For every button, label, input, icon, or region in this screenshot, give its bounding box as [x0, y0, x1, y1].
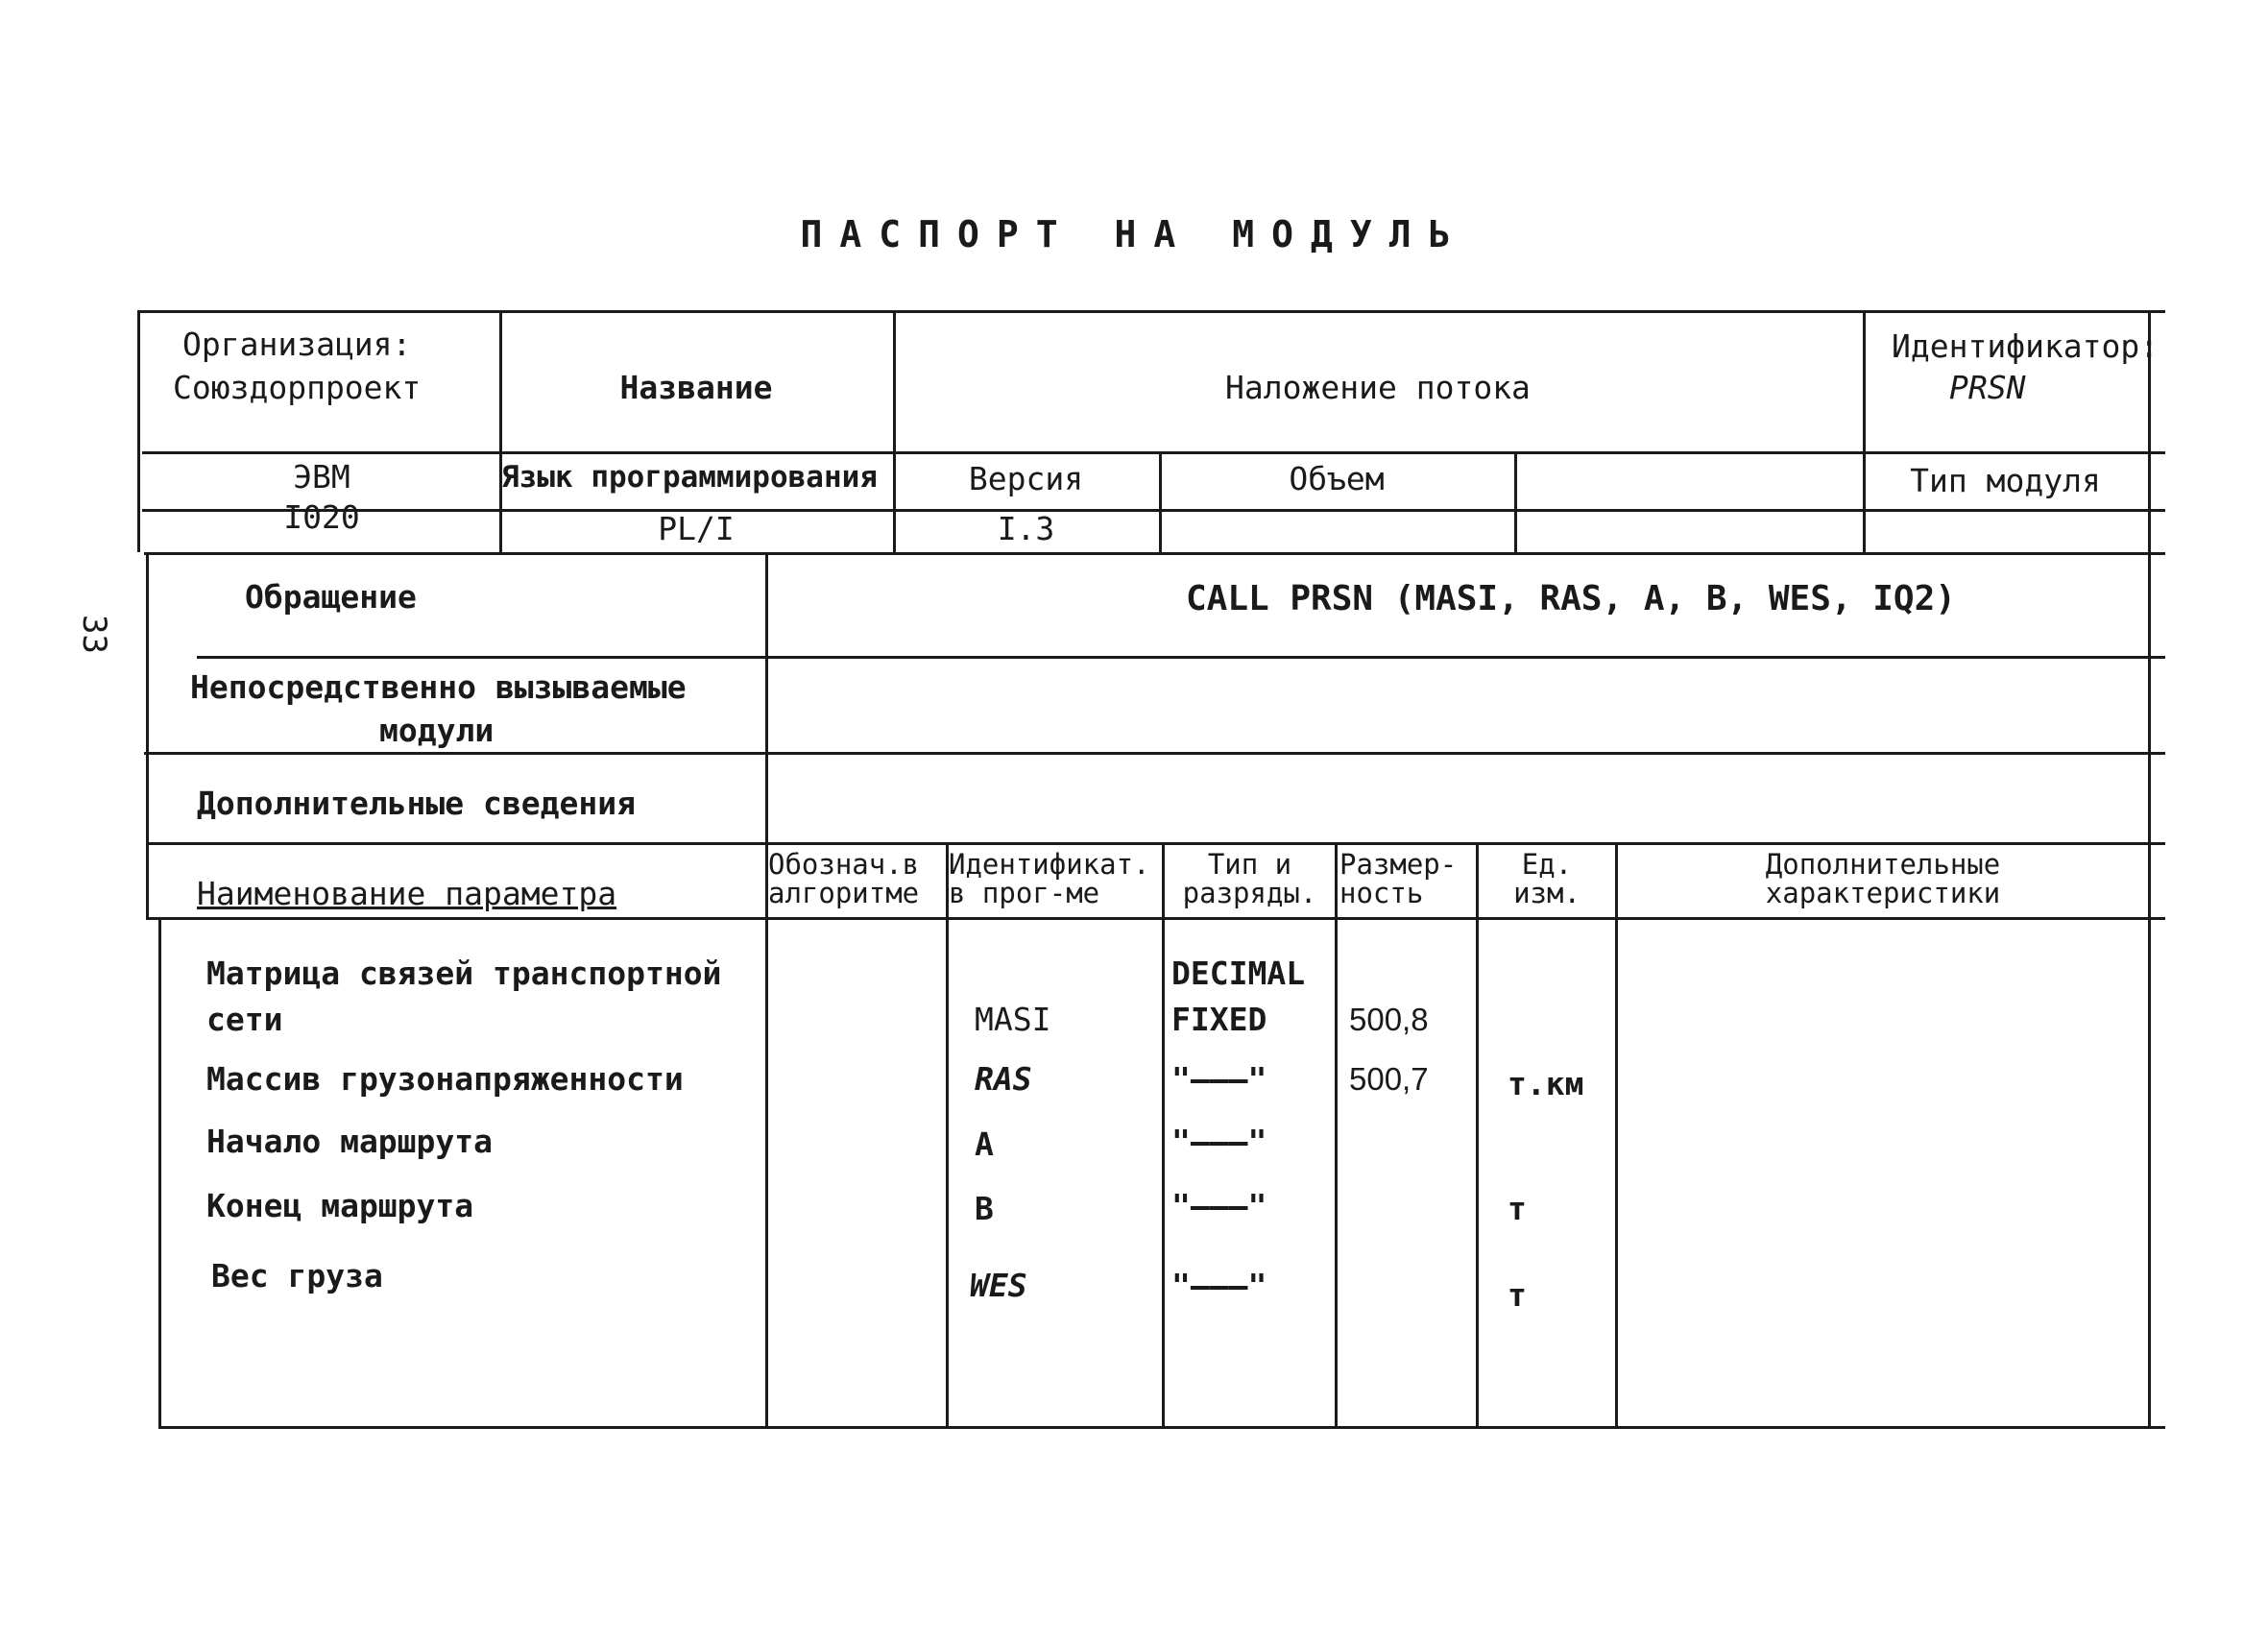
- rule: [144, 752, 2165, 755]
- rule: [1514, 451, 1517, 552]
- rule: [158, 917, 161, 1428]
- param-type-header: Тип и разряды.: [1182, 848, 1317, 910]
- call-value: CALL PRSN (MASI, RAS, A, B, WES, IQ2): [1186, 579, 1956, 618]
- param-unit-header: Ед. изм.: [1513, 848, 1580, 910]
- param-prog-header: Идентификат. в прог-ме: [949, 848, 1150, 910]
- language-value: PL/I: [658, 510, 735, 547]
- rule: [1615, 842, 1618, 1428]
- param-id: WES: [970, 1267, 1027, 1304]
- rule: [1162, 842, 1165, 1428]
- param-type: "———": [1171, 1123, 1267, 1160]
- rule: [137, 310, 2165, 313]
- param-id: A: [975, 1125, 994, 1163]
- param-dim-header: Размер- ность: [1339, 848, 1458, 910]
- organization-value: Союздорпроект: [173, 369, 422, 406]
- version-value: I.3: [997, 510, 1055, 547]
- identifier-label: Идентификатор:: [1892, 327, 2159, 365]
- language-label: Язык программирования: [501, 460, 878, 495]
- param-type-cont: FIXED: [1171, 1001, 1267, 1038]
- param-type: "———": [1171, 1187, 1267, 1224]
- called-modules-label: Непосредственно вызываемые: [190, 668, 687, 706]
- param-type: DECIMAL: [1171, 955, 1306, 992]
- param-extra-header: Дополнительные характеристики: [1765, 848, 2001, 910]
- param-unit: т: [1508, 1276, 1527, 1314]
- rule: [146, 842, 2165, 845]
- rule: [142, 451, 2165, 454]
- param-name: Вес груза: [211, 1257, 383, 1294]
- param-type: "———": [1171, 1060, 1267, 1098]
- param-algo-header: Обознач.в алгоритме: [768, 848, 920, 910]
- identifier-value: PRSN: [1949, 369, 2026, 406]
- param-unit: т: [1508, 1190, 1527, 1227]
- module-type-label: Тип модуля: [1910, 462, 2101, 499]
- param-type: "———": [1171, 1267, 1267, 1304]
- size-label: Объем: [1289, 460, 1385, 497]
- param-id: MASI: [975, 1001, 1051, 1038]
- page-number: 33: [75, 615, 113, 654]
- called-modules-label-2: модули: [379, 712, 495, 749]
- param-name: Конец маршрута: [206, 1187, 474, 1224]
- rule: [1476, 842, 1479, 1428]
- param-name: Массив грузонапряженности: [206, 1060, 684, 1098]
- name-label: Название: [619, 369, 773, 406]
- rule: [146, 552, 149, 917]
- rule: [765, 552, 768, 1428]
- call-label: Обращение: [245, 578, 417, 616]
- rule: [144, 552, 2165, 555]
- rule: [137, 310, 140, 552]
- computer-label: ЭВМ: [293, 458, 350, 496]
- param-id: B: [975, 1190, 994, 1227]
- extra-info-label: Дополнительные сведения: [197, 785, 636, 822]
- param-name-cont: сети: [206, 1001, 283, 1038]
- rule: [1863, 310, 1866, 552]
- param-dim: 500,8: [1349, 1002, 1429, 1037]
- param-id: RAS: [975, 1060, 1032, 1098]
- version-label: Версия: [968, 460, 1084, 497]
- rule: [1335, 842, 1338, 1428]
- computer-value: I020: [283, 498, 360, 536]
- organization-label: Организация:: [182, 326, 412, 363]
- rule: [197, 656, 2165, 659]
- param-name-header: Наименование параметра: [197, 875, 617, 912]
- param-unit: т.км: [1508, 1065, 1584, 1102]
- rule: [2148, 310, 2151, 1428]
- rule: [946, 842, 949, 1428]
- rule: [146, 917, 2165, 920]
- param-name: Матрица связей транспортной: [206, 955, 722, 992]
- page-title: ПАСПОРТ НА МОДУЛЬ: [800, 213, 1468, 255]
- name-value: Наложение потока: [1225, 369, 1531, 406]
- param-name: Начало маршрута: [206, 1123, 494, 1160]
- param-dim: 500,7: [1349, 1061, 1429, 1097]
